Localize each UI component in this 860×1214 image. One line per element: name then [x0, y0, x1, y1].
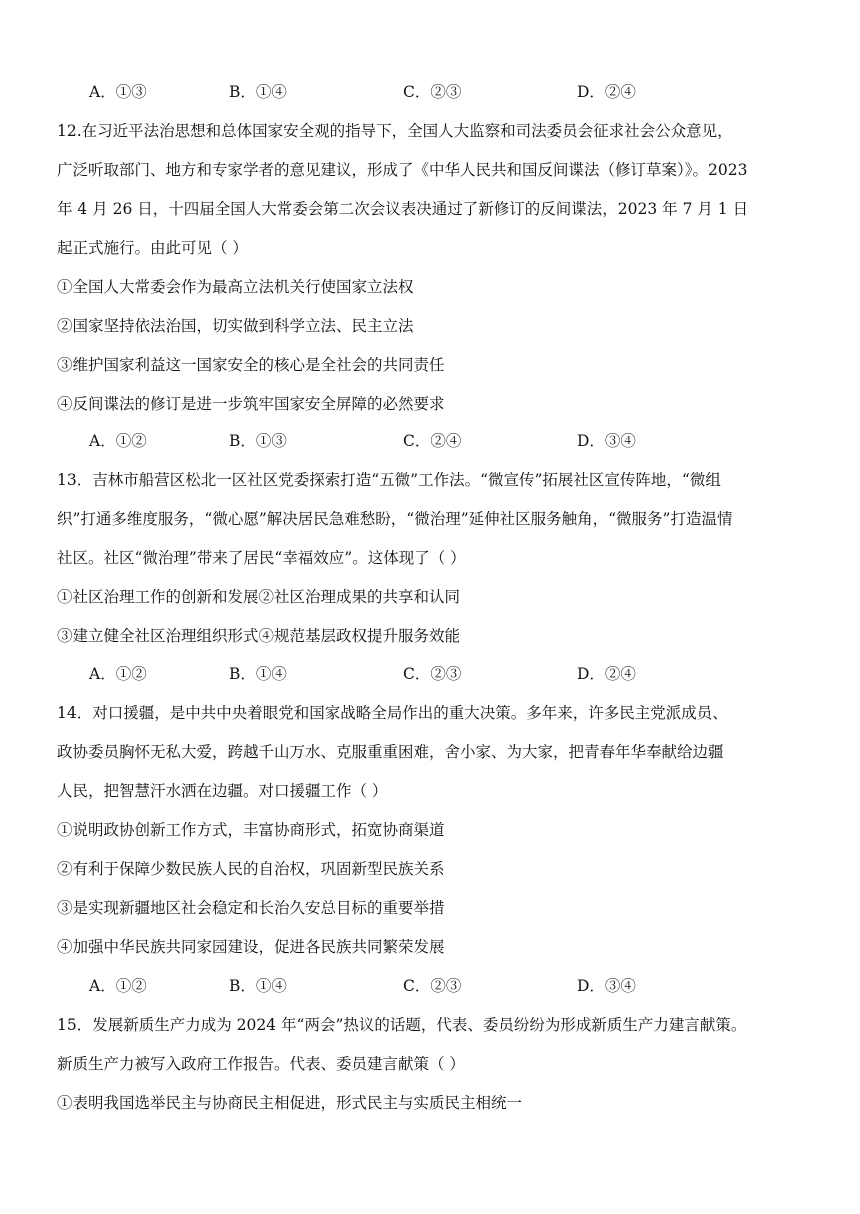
question-13-statement: ③建立健全社区治理组织形式④规范基层政权提升服务效能 — [57, 627, 461, 645]
question-15-stem-line: 15．发展新质生产力成为 2024 年“两会”热议的话题，代表、委员纷纷为形成新质生产力建言献策。 — [57, 1016, 747, 1034]
question-14-statement: ④加强中华民族共同家园建设，促进各民族共同繁荣发展 — [57, 938, 445, 956]
option-d: D．③④ — [577, 977, 636, 995]
question-12-stem-line: 12.在习近平法治思想和总体国家安全观的指导下，全国人大监察和司法委员会征求社会公众意见， — [57, 122, 733, 140]
question-13-stem-line: 织”打通多维度服务，“微心愿”解决居民急难愁盼，“微治理”延伸社区服务触角，“微服务”打造温情 — [57, 510, 733, 528]
option-a: A．①② — [89, 665, 147, 683]
question-12-stem-line: 起正式施行。由此可见（ ） — [57, 239, 248, 257]
option-a: A．①② — [89, 977, 147, 995]
answer-options — [0, 664, 860, 684]
question-15-stem-line: 新质生产力被写入政府工作报告。代表、委员建言献策（ ） — [57, 1055, 465, 1073]
question-14-stem-line: 人民，把智慧汗水洒在边疆。对口援疆工作（ ） — [57, 782, 388, 800]
question-13-stem-line: 社区。社区“微治理”带来了居民“幸福效应”。这体现了（ ） — [57, 549, 466, 567]
option-c: C．②④ — [403, 432, 462, 450]
option-b: B．①③ — [229, 432, 287, 450]
question-14-stem-line: 14．对口援疆，是中共中央着眼党和国家战略全局作出的重大决策。多年来，许多民主党派成员、 — [57, 704, 728, 722]
option-d: D．②④ — [577, 83, 636, 101]
question-12-statement: ②国家坚持依法治国，切实做到科学立法、民主立法 — [57, 317, 414, 335]
option-b: B．①④ — [229, 665, 287, 683]
question-12-statement: ③维护国家利益这一国家安全的核心是全社会的共同责任 — [57, 356, 445, 374]
answer-options — [0, 431, 860, 451]
option-b: B．①④ — [229, 83, 287, 101]
option-c: C．②③ — [403, 83, 462, 101]
question-14-stem-line: 政协委员胸怀无私大爱，跨越千山万水、克服重重困难，舍小家、为大家，把青春年华奉献给边疆 — [57, 743, 724, 761]
option-d: D．③④ — [577, 432, 636, 450]
option-c: C．②③ — [403, 665, 462, 683]
option-a: A．①③ — [89, 83, 147, 101]
question-15-statement: ①表明我国选举民主与协商民主相促进，形式民主与实质民主相统一 — [57, 1094, 523, 1112]
option-b: B．①④ — [229, 977, 287, 995]
option-c: C．②③ — [403, 977, 462, 995]
answer-options — [0, 976, 860, 996]
question-14-statement: ①说明政协创新工作方式，丰富协商形式，拓宽协商渠道 — [57, 821, 445, 839]
question-12-stem-line: 年 4 月 26 日，十四届全国人大常委会第二次会议表决通过了新修订的反间谍法，2023 年 7 月 1 日 — [57, 200, 749, 218]
answer-options — [0, 82, 860, 102]
option-a: A．①② — [89, 432, 147, 450]
question-12-statement: ①全国人大常委会作为最高立法机关行使国家立法权 — [57, 278, 414, 296]
question-13-statement: ①社区治理工作的创新和发展②社区治理成果的共享和认同 — [57, 588, 461, 606]
question-12-statement: ④反间谍法的修订是进一步筑牢国家安全屏障的必然要求 — [57, 395, 445, 413]
question-13-stem-line: 13．吉林市船营区松北一区社区党委探索打造“五微”工作法。“微宣传”拓展社区宣传阵地，“微组 — [57, 471, 721, 489]
question-14-statement: ②有利于保障少数民族人民的自治权，巩固新型民族关系 — [57, 860, 445, 878]
question-12-stem-line: 广泛听取部门、地方和专家学者的意见建议，形成了《中华人民共和国反间谍法（修订草案）》。2023 — [57, 161, 748, 179]
question-14-statement: ③是实现新疆地区社会稳定和长治久安总目标的重要举措 — [57, 899, 445, 917]
option-d: D．②④ — [577, 665, 636, 683]
